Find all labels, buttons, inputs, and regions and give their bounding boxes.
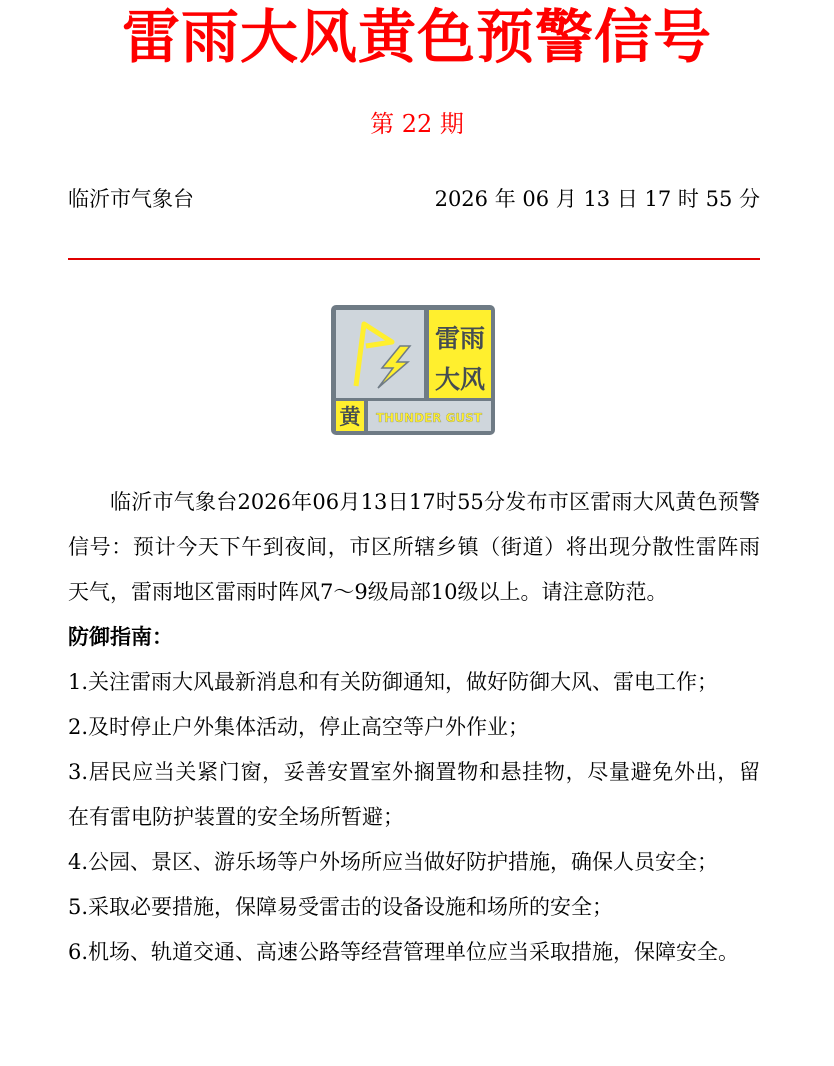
guide-item: 2.及时停止户外集体活动，停止高空等户外作业； — [68, 715, 530, 739]
header-divider — [68, 258, 760, 260]
signal-level-label: 黄 — [339, 405, 361, 429]
signal-english-label: THUNDER GUST — [375, 411, 483, 425]
guide-item: 1.关注雷雨大风最新消息和有关防御通知，做好防御大风、雷电工作； — [68, 670, 719, 694]
warning-paragraph: 临沂市气象台2026年06月13日17时55分发布市区雷雨大风黄色预警信号：预计今天下午到夜间，市区所辖乡镇（街道）将出现分散性雷阵雨天气，雷雨地区雷雨时阵风7～9级局部10级以上。请注意防范。 — [68, 490, 760, 604]
issue-number: 第 22 期 — [370, 110, 464, 138]
guide-item: 4.公园、景区、游乐场等户外场所应当做好防护措施，确保人员安全； — [68, 850, 719, 874]
guide-heading: 防御指南： — [68, 625, 173, 649]
guide-item: 5.采取必要措施，保障易受雷击的设备设施和场所的安全； — [68, 895, 614, 919]
document-title: 雷雨大风黄色预警信号 — [121, 3, 712, 71]
issuer-name: 临沂市气象台 — [68, 187, 194, 211]
signal-label-bottom: 大风 — [434, 365, 486, 394]
thunder-gust-signal-icon — [330, 304, 496, 436]
signal-label-top: 雷雨 — [434, 324, 486, 353]
issue-datetime: 2026 年 06 月 13 日 17 时 55 分 — [434, 187, 760, 211]
warning-body — [68, 480, 760, 975]
guide-item: 6.机场、轨道交通、高速公路等经营管理单位应当采取措施，保障安全。 — [68, 940, 740, 964]
guide-item: 3.居民应当关紧门窗，妥善安置室外搁置物和悬挂物，尽量避免外出，留在有雷电防护装置的安全场所暂避； — [68, 760, 760, 829]
